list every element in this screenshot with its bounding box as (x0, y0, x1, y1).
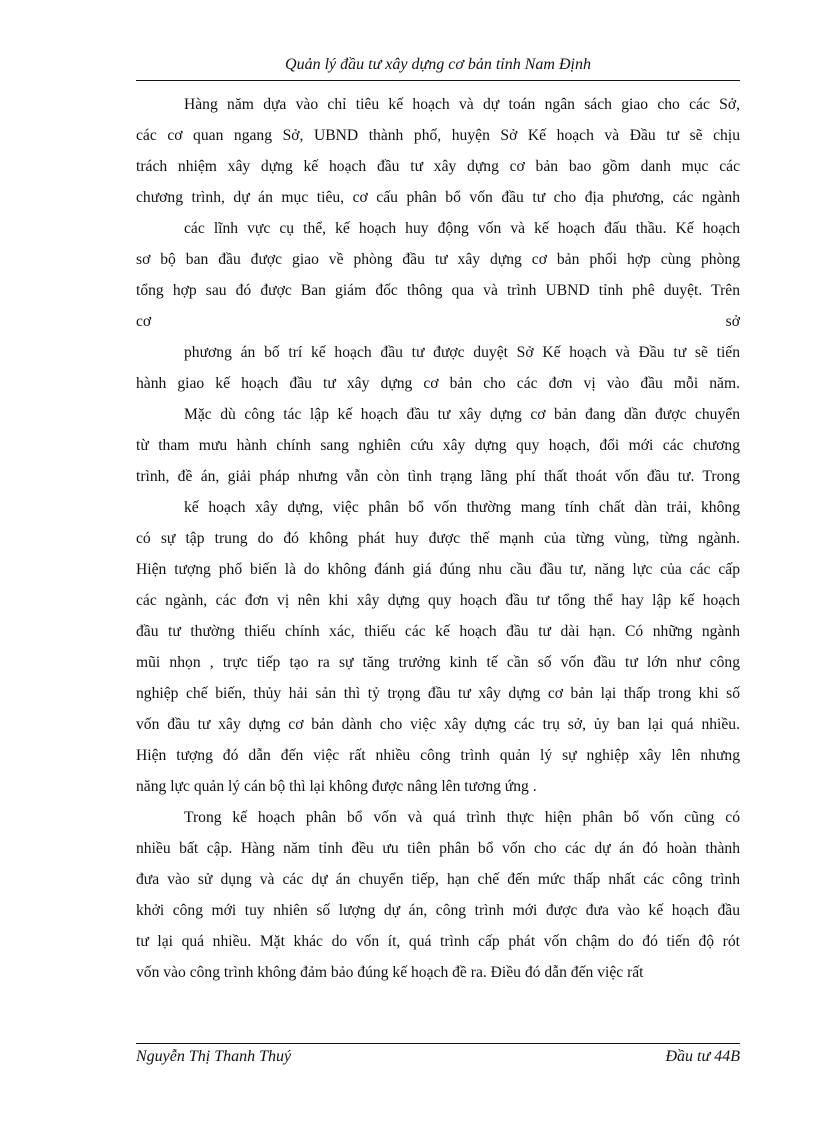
text-line: trình, đề án, giải pháp nhưng vẫn còn tình trạng lãng phí thất thoát vốn đầu tư. Trong (136, 468, 740, 485)
text-line: tư lại quá nhiều. Mặt khác do vốn ít, quá trình cấp phát vốn chậm do đó tiến độ rót (136, 933, 740, 950)
text-line: chương trình, dự án mục tiêu, cơ cấu phân bổ vốn đầu tư cho địa phương, các ngành (136, 189, 740, 206)
text-line: có sự tập trung do đó không phát huy được thế mạnh của từng vùng, từng ngành. (136, 530, 740, 547)
split-line-left: cơ (136, 313, 152, 330)
text-line: Mặc dù công tác lập kế hoạch đầu tư xây dựng cơ bản đang dần được chuyển (184, 406, 740, 423)
text-line: Hiện tượng phổ biến là do không đánh giá đúng nhu cầu đầu tư, năng lực của các cấp (136, 561, 740, 578)
text-line: từ tham mưu hành chính sang nghiên cứu xây dựng quy hoạch, đổi mới các chương (136, 437, 740, 454)
text-line: hành giao kế hoạch đầu tư xây dựng cơ bản cho các đơn vị vào đầu mỗi năm. (136, 375, 740, 392)
split-line-right: sở (725, 313, 740, 330)
text-line: vốn vào công trình không đảm bảo đúng kế hoạch đề ra. Điều đó dẫn đến việc rất (136, 964, 644, 981)
text-line: Hàng năm dựa vào chỉ tiêu kế hoạch và dự toán ngân sách giao cho các Sở, (184, 96, 740, 113)
text-line: các lĩnh vực cụ thể, kế hoạch huy động vốn và kế hoạch đấu thầu. Kế hoạch (184, 220, 740, 237)
text-line: khởi công mới tuy nhiên số lượng dự án, công trình mới được đưa vào kế hoạch đầu (136, 902, 740, 919)
text-line: phương án bố trí kế hoạch đầu tư được duyệt Sở Kế hoạch và Đầu tư sẽ tiến (184, 344, 740, 361)
text-line: trách nhiệm xây dựng kế hoạch đầu tư xây dựng cơ bản bao gồm danh mục các (136, 158, 740, 175)
footer-divider (136, 1043, 740, 1044)
page-footer (136, 1046, 740, 1068)
text-line: nghiệp chế biến, thủy hải sản thì tỷ trọng đầu tư xây dựng cơ bản lại thấp trong khi số (136, 685, 740, 702)
text-line: nhiều bất cập. Hàng năm tỉnh đều ưu tiên phân bổ vốn cho các dự án đó hoàn thành (136, 840, 740, 857)
text-line: vốn đầu tư xây dựng cơ bản dành cho việc xây dựng các trụ sở, ủy ban lại quá nhiều. (136, 716, 740, 733)
text-line-split (136, 306, 740, 337)
text-line: các cơ quan ngang Sở, UBND thành phố, huyện Sở Kế hoạch và Đầu tư sẽ chịu (136, 127, 740, 144)
text-line: Trong kế hoạch phân bổ vốn và quá trình thực hiện phân bổ vốn cũng có (184, 809, 740, 826)
text-line: mũi nhọn , trực tiếp tạo ra sự tăng trưởng kinh tế cần số vốn đầu tư lớn như công (136, 654, 740, 671)
header-divider (136, 80, 740, 81)
text-line: kế hoạch xây dựng, việc phân bổ vốn thường mang tính chất dàn trải, không (184, 499, 740, 516)
text-line: đưa vào sử dụng và các dự án chuyển tiếp, hạn chế đến mức thấp nhất các công trình (136, 871, 740, 888)
text-line: tổng hợp sau đó được Ban giám đốc thông qua và trình UBND tỉnh phê duyệt. Trên (136, 282, 740, 299)
text-line: sơ bộ ban đầu được giao về phòng đầu tư xây dựng cơ bản phối hợp cùng phòng (136, 251, 740, 268)
text-line: năng lực quản lý cán bộ thì lại không được nâng lên tương ứng . (136, 778, 537, 795)
body-text (136, 89, 740, 988)
text-line: đầu tư thường thiếu chính xác, thiếu các kế hoạch đầu tư dài hạn. Có những ngành (136, 623, 740, 640)
footer-author: Nguyễn Thị Thanh Thuý (136, 1048, 292, 1065)
text-line: Hiện tượng đó dẫn đến việc rất nhiều công trình quản lý sự nghiệp xây lên nhưng (136, 747, 740, 764)
footer-class: Đầu tư 44B (665, 1048, 740, 1065)
page-header-title: Quản lý đầu tư xây dựng cơ bản tỉnh Nam Định (285, 56, 591, 73)
text-line: các ngành, các đơn vị nên khi xây dựng quy hoạch đầu tư tổng thể hay lập kế hoạch (136, 592, 740, 609)
